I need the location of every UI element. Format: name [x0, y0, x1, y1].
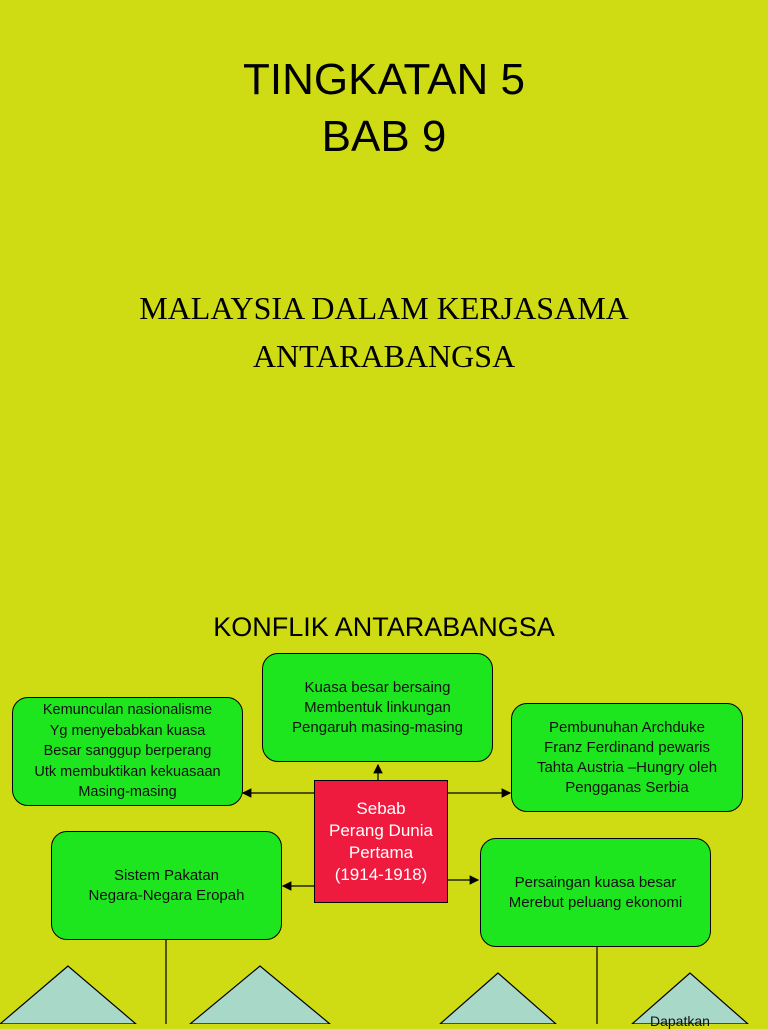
cause-text-economic: Persaingan kuasa besar Merebut peluang ekonomi: [508, 873, 683, 911]
cause-box-economic: [480, 838, 711, 947]
cause-box-nationalism: [12, 697, 243, 806]
partial-box-label: Dapatkan: [650, 1013, 710, 1029]
central-topic-text: Sebab Perang Dunia Pertama (1914-1918): [329, 798, 433, 884]
slide-subtitle-line1: MALAYSIA DALAM KERJASAMA: [139, 290, 629, 326]
cause-text-nationalism: Kemunculan nasionalisme Yg menyebabkan kuasa Besar sanggup berperang Utk membuktikan kekuasaan Masing-masing: [34, 702, 221, 801]
diamond-shape-3: [440, 973, 556, 1024]
cause-box-alliance: [51, 831, 282, 940]
cause-box-rivalry: [262, 653, 493, 762]
cause-text-rivalry: Kuasa besar bersaing Membentuk linkungan Pengaruh masing-masing: [292, 678, 463, 736]
cause-box-assassination: [511, 703, 743, 812]
slide-title-line1: TINGKATAN 5: [243, 55, 525, 104]
diamond-shape-1: [0, 966, 136, 1024]
slide-subtitle-line2: ANTARABANGSA: [252, 338, 516, 374]
diamond-shape-2: [190, 966, 330, 1024]
section-title: KONFLIK ANTARABANGSA: [213, 612, 555, 642]
cause-text-assassination: Pembunuhan Archduke Franz Ferdinand pewaris Tahta Austria –Hungry oleh Pengganas Serbia: [536, 718, 718, 796]
central-topic-box: [314, 780, 448, 903]
cause-text-alliance: Sistem Pakatan Negara-Negara Eropah: [88, 866, 245, 904]
slide-title-line2: BAB 9: [321, 112, 447, 161]
